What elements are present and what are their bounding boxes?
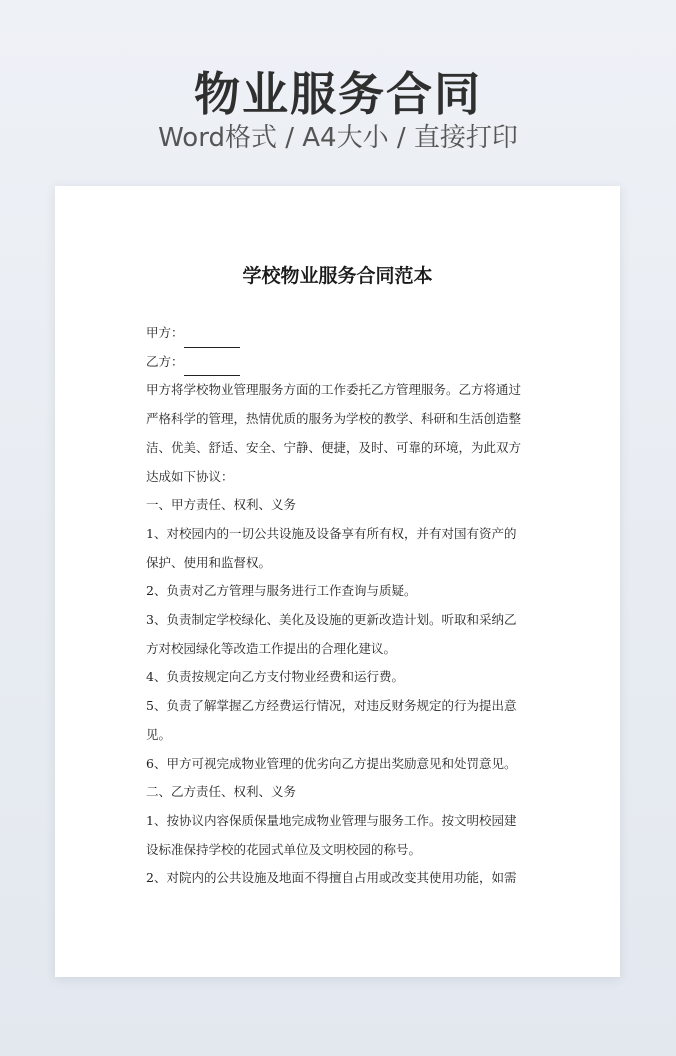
clause-line: 3、负责制定学校绿化、美化及设施的更新改造计划。听取和采纳乙 xyxy=(146,612,517,628)
party-a-line xyxy=(146,319,531,348)
paragraph-line: 甲方将学校物业管理服务方面的工作委托乙方管理服务。乙方将通过 xyxy=(146,382,522,398)
section-heading: 二、乙方责任、权利、义务 xyxy=(146,784,297,800)
banner-title: 物业服务合同 xyxy=(194,67,482,121)
party-b-label: 乙方： xyxy=(146,353,184,369)
section-heading: 一、甲方责任、权利、义务 xyxy=(146,497,297,513)
clause-line: 2、对院内的公共设施及地面不得擅自占用或改变其使用功能，如需 xyxy=(146,870,517,886)
paragraph-line: 洁、优美、舒适、安全、宁静、便捷，及时、可靠的环境，为此双方 xyxy=(146,439,522,455)
party-b-blank xyxy=(184,357,240,376)
clause-line: 2、负责对乙方管理与服务进行工作查询与质疑。 xyxy=(146,583,417,599)
clause-line: 设标准保持学校的花园式单位及文明校园的称号。 xyxy=(146,841,422,857)
clause-line: 1、对校园内的一切公共设施及设备享有所有权，并有对国有资产的 xyxy=(146,525,517,541)
party-a-label: 甲方： xyxy=(146,325,184,340)
clause-line: 保护、使用和监督权。 xyxy=(146,554,272,570)
banner-subtitle: Word格式 / A4大小 / 直接打印 xyxy=(158,123,518,153)
document-body xyxy=(146,319,531,893)
clause-line: 见。 xyxy=(146,726,172,742)
clause-line: 4、负责按规定向乙方支付物业经费和运行费。 xyxy=(146,669,404,685)
party-b-line xyxy=(146,348,531,377)
clause-line: 1、按协议内容保质保量地完成物业管理与服务工作。按文明校园建 xyxy=(146,812,517,828)
paragraph-line: 严格科学的管理，热情优质的服务为学校的教学、科研和生活创造整 xyxy=(146,411,522,427)
clause-line: 5、负责了解掌握乙方经费运行情况，对违反财务规定的行为提出意 xyxy=(146,698,517,714)
document-page xyxy=(55,186,620,977)
paragraph-line: 达成如下协议： xyxy=(146,468,234,484)
document-title: 学校物业服务合同范本 xyxy=(242,265,433,287)
clause-line: 方对校园绿化等改造工作提出的合理化建议。 xyxy=(146,640,397,656)
clause-line: 6、甲方可视完成物业管理的优劣向乙方提出奖励意见和处罚意见。 xyxy=(146,755,517,771)
party-a-blank xyxy=(184,329,240,348)
